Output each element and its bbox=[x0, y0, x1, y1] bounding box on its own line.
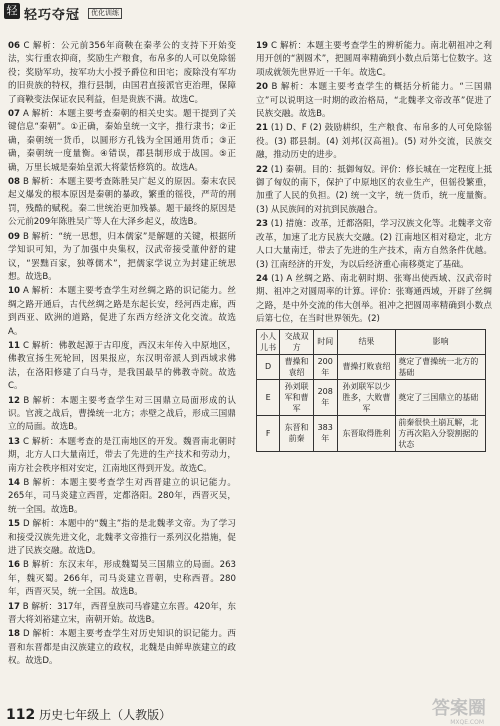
answer-item bbox=[8, 176, 236, 230]
answer-item bbox=[256, 273, 492, 327]
table-row bbox=[257, 379, 486, 415]
answer-text: B 解析：317年，西晋皇族司马睿建立东晋。420年，东晋大将刘裕建立宋，南朝开始。故选B。 bbox=[8, 601, 237, 626]
answer-item bbox=[8, 231, 236, 285]
question-number: 14 bbox=[8, 478, 20, 488]
answer-item bbox=[8, 340, 236, 394]
answer-text: (1) 措施：改革，迁都洛阳，学习汉族文化等。北魏孝文帝改革，加速了北方民族大交融。(2) 江南地区相对稳定，北方人口大量南迁，带去了先进的生产技术，南方自然条件优越。(3) 江南经济的开发，为以后经济重心南移奠定了基础。 bbox=[256, 219, 493, 270]
table-cell: 东晋取得胜利 bbox=[337, 415, 396, 451]
logo-mark: 轻 bbox=[4, 3, 20, 19]
answer-item bbox=[256, 81, 492, 121]
table-header-row bbox=[257, 329, 486, 354]
table-cell: 200年 bbox=[313, 354, 337, 379]
answer-item bbox=[8, 477, 236, 517]
answer-text: D 解析：本题主要考查学生对历史知识的识记能力。西晋和东晋都是由汉族建立的政权，北魏是由鲜卑族建立的政权。故选D。 bbox=[8, 629, 236, 667]
table-cell: 曹操打败袁绍 bbox=[337, 354, 396, 379]
answer-text: C 解析：佛教起源于古印度，西汉末年传入中原地区，佛教宣扬生死轮回，因果报应，东汉明帝派人到西域求佛法，在洛阳修建了白马寺，是我国最早的佛教寺院。故选C。 bbox=[8, 340, 237, 392]
question-number: 19 bbox=[256, 41, 268, 51]
table-cell: 前秦很快土崩瓦解，北方再次陷入分裂割据的状态 bbox=[396, 415, 486, 451]
answer-text: B 解析：本题主要考查学生的概括分析能力。“三国鼎立”可以说明这一时期的政治格局，“北魏孝文帝改革”促进了民族交融。故选B。 bbox=[256, 82, 492, 120]
answer-text: A 解析：本题主要考查秦朝的相关史实。题干提到了关键信息“秦朝”。①正确，秦始皇统一文字，推行隶书；②正确，秦朝统一货币，以圆形方孔钱为全国通用货币；③正确，秦朝统一度量衡。④错误，郡县制形成于战国。⑤正确，万里长城是秦始皇派大将蒙恬修筑的。故选A。 bbox=[8, 109, 236, 173]
answer-item bbox=[256, 218, 492, 272]
answer-item bbox=[8, 108, 236, 175]
answer-text: C 解析：公元前356年商鞅在秦孝公的支持下开始变法，实行重农抑商，奖励生产粮食，布帛多的人可以免除徭役；奖励军功，按军功大小授予爵位和田宅；废除没有军功的旧贵族的特权，推行县制，由国君直接派官吏治理，保障了商鞅变法保证农民利益，但是贵族不满。故选C。 bbox=[8, 41, 237, 105]
question-number: 16 bbox=[8, 560, 20, 571]
answer-item bbox=[8, 395, 236, 435]
answer-text: B 解析：本题主要考查学生对西晋建立的识记能力。265年，司马炎建立西晋，定都洛阳。280年，西晋灭吴，统一全国。故选B。 bbox=[8, 478, 236, 515]
answer-item bbox=[8, 40, 236, 107]
question-number: 21 bbox=[256, 123, 268, 134]
question-number: 23 bbox=[256, 219, 268, 230]
question-number: 22 bbox=[256, 164, 268, 175]
table-header-cell: 影响 bbox=[396, 329, 486, 354]
logo-text: 轻巧夺冠 bbox=[24, 8, 81, 23]
table-header-cell: 时间 bbox=[313, 329, 337, 354]
table-header-cell: 结果 bbox=[337, 329, 396, 354]
question-number: 06 bbox=[8, 41, 20, 51]
table-header-cell: 交战双方 bbox=[280, 329, 314, 354]
answer-item bbox=[8, 518, 236, 558]
table-cell: 383年 bbox=[313, 415, 337, 451]
answer-text: C 解析：本题考查的是江南地区的开发。魏晋南北朝时期，北方人口大量南迁，带去了先进的生产技术和劳动力，南方社会秩序相对安定，江南地区得到开发。故选C。 bbox=[8, 436, 237, 474]
table-row bbox=[257, 415, 486, 451]
question-number: 11 bbox=[8, 340, 20, 351]
table-cell: 曹操和袁绍 bbox=[280, 354, 314, 379]
answer-item bbox=[256, 122, 492, 162]
question-number: 09 bbox=[8, 231, 20, 242]
answer-item bbox=[8, 628, 236, 668]
question-number: 10 bbox=[8, 286, 20, 297]
answer-item bbox=[8, 285, 236, 339]
table-cell: 东晋和前秦 bbox=[280, 415, 314, 451]
table-cell: 孙刘联军和曹军 bbox=[280, 379, 314, 415]
table-header-cell: 小人儿书 bbox=[257, 329, 280, 354]
answer-item bbox=[8, 601, 236, 628]
answer-text: B 解析：本题主要考查陈胜吴广起义的原因。秦末农民起义爆发的根本原因是秦朝的暴政，繁重的徭役，严苛的刑罚，残酷的赋税。秦二世统治更加残暴。题干最终的原因是公元前209年陈胜吴广等人在大泽乡起义，故选B。 bbox=[8, 177, 236, 228]
table-cell: 208年 bbox=[313, 379, 337, 415]
question-number: 13 bbox=[8, 436, 20, 447]
question-number: 17 bbox=[8, 601, 20, 612]
table-row bbox=[257, 354, 486, 379]
answer-text: C 解析：本题主要考查学生的辨析能力。南北朝祖冲之利用开创的“割圆术”，把圆周率精确到小数点后第七位数字。这项成就领先世界近一千年。故选C。 bbox=[256, 41, 492, 78]
logo-subtitle: 优化训练 bbox=[88, 8, 122, 19]
answer-text: B 解析：本题主要考查学生对三国鼎立局面形成的认识。官渡之战后，曹操统一北方；赤壁之战后，形成三国鼎立的局面。故选B。 bbox=[8, 395, 236, 433]
table-cell: 奠定了三国鼎立的基础 bbox=[396, 379, 486, 415]
table-cell: F bbox=[257, 415, 280, 451]
watermark-url: MXQE.COM bbox=[450, 719, 484, 726]
answer-text: D 解析：本题中的“魏主”指的是北魏孝文帝。为了学习和接受汉族先进文化，北魏孝文帝推行一系列汉化措施，促进了民族交融。故选D。 bbox=[8, 519, 236, 557]
answer-column-right bbox=[256, 40, 492, 452]
answer-text: (1) 秦朝。目的：抵御匈奴。评价：修长城在一定程度上抵御了匈奴的南下，保护了中原地区的农业生产，但徭役繁重，加重了人民的负担。(2) 统一文字，统一货币，统一度量衡。(3) 从民族间的对抗到民族融合。 bbox=[256, 164, 493, 215]
answer-text: (1) A 丝绸之路、南北朝时期、张骞出使西域、汉武帝时期、祖冲之对圆周率的计算。评价：张骞通西域，开辟了丝绸之路，是中外交流的伟大创举。祖冲之把圆周率精确到小数点后第七位，在当时世界领先。(2) bbox=[256, 273, 492, 325]
question-number: 15 bbox=[8, 519, 20, 530]
question-number: 08 bbox=[8, 177, 20, 188]
question-number: 18 bbox=[8, 629, 20, 640]
page-header bbox=[0, 0, 500, 24]
table-cell: 孙刘联军以少胜多，大败曹军 bbox=[337, 379, 396, 415]
answer-text: A 解析：本题主要考查学生对丝绸之路的识记能力。丝绸之路开通后，古代丝绸之路是东起长安，经河西走廊，西到西亚、欧洲的道路，促进了东西方经济文化交流。故选A。 bbox=[8, 286, 236, 337]
question-number: 12 bbox=[8, 395, 20, 406]
answer-item bbox=[256, 164, 492, 218]
answer-text: (1) D、F (2) 鼓励耕织，生产粮食、布帛多的人可免除徭役。(3) 郡县制。(4) 刘邦(汉高祖)。(5) 对外交流，民族交融，推动历史的进步。 bbox=[256, 123, 492, 161]
answer-item bbox=[8, 436, 236, 476]
answer-item bbox=[256, 40, 492, 80]
table-cell: 奠定了曹操统一北方的基础 bbox=[396, 354, 486, 379]
question-number: 07 bbox=[8, 109, 20, 120]
answer-text: B 解析：“统一思想，归本儒家”是解题的关键，根据所学知识可知，为了加强中央集权，汉武帝接受董仲舒的建议，“罢黜百家，独尊儒术”，把儒家学说立为封建正统思想。故选B。 bbox=[8, 231, 236, 282]
answer-column-left bbox=[8, 40, 236, 670]
table-cell: D bbox=[257, 354, 280, 379]
book-label: 历史七年级上（人教版） bbox=[39, 708, 172, 722]
answer-text: B 解析：东汉末年，形成魏蜀吴三国鼎立的局面。263年，魏灭蜀。266年，司马炎建立晋朝，史称西晋。280年，西晋灭吴，统一全国。故选B。 bbox=[8, 560, 237, 598]
page-footer bbox=[6, 706, 171, 723]
answer-item bbox=[8, 559, 236, 599]
battle-table bbox=[256, 329, 486, 452]
question-number: 24 bbox=[256, 273, 268, 284]
table-cell: E bbox=[257, 379, 280, 415]
page-number: 112 bbox=[6, 707, 36, 723]
watermark-logo: 答案圈 bbox=[432, 698, 486, 719]
question-number: 20 bbox=[256, 82, 268, 93]
